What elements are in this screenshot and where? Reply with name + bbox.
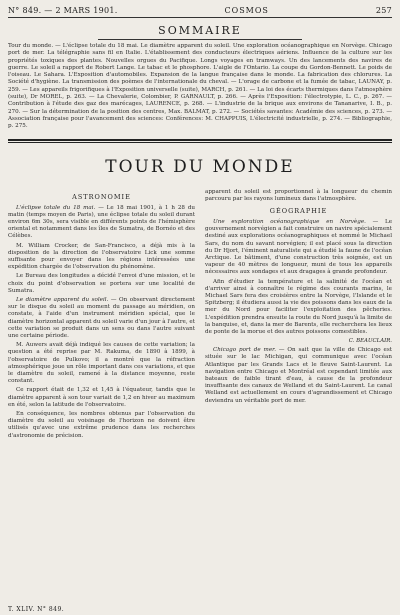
sommaire-heading: SOMMAIRE	[158, 24, 242, 37]
auwers-paragraph: M. Auwers avait déjà indiqué les causes de cette variation; la question a été reprise par M. Rakuma, de 1890 à 1899, à l'observatoire de Pulkovo; il a montré que la réfraction atmosphérique joue un rôle important dans ces variations, et que le diamètre du soleil, ramené à la distance moyenne, reste constant.	[8, 342, 195, 385]
eclipse-subhead: L'éclipse totale du 18 mai.	[16, 204, 96, 211]
continued-paragraph: apparent du soleil est proportionnel à la longueur du chemin parcouru par les rayons lumineux dans l'atmosphère.	[205, 188, 392, 202]
bureau-paragraph: Le Bureau des longitudes a décidé l'envoi d'une mission, et le choix du point d'observation se portera sur une localité de Sumatra.	[8, 273, 195, 294]
conclusion-paragraph: En conséquence, les nombres obtenus par l'observation du diamètre du soleil au voisinage de l'horizon ne doivent être utilisés qu'avec une extrême prudence dans les recherches d'astronomie de précision.	[8, 411, 195, 439]
diameter-text: — On observant directement sur le disque du soleil au moment du passage au méridien, on constate, à l'aide d'un instrument méridien spécial, que le diamètre horizontal apparent du soleil varie d'un jour à l'autre, et cette variation se produit dans un sens ou dans l'autre suivant une certaine période.	[8, 297, 196, 340]
eclipse-text: — Le 18 mai 1901, à 1 h 28 du matin (temps moyen de Paris), une éclipse totale du soleil durant environ 6m 30s, sera visible en différents points de l'hémisphère oriental et notamment dans les îles de Sumatra, de Bornéo et des Célèbes.	[8, 204, 196, 240]
sommaire-text: Tour du monde. — L'éclipse totale du 18 mai. Le diamètre apparent du soleil. Une exploration océanographique en Norvège. Chicago port de mer. La télégraphie sans fil en Italie. L'établissement des conducteurs électriques aériens. Influence de la culture sur les propriétés toxiques des plantes. Nouvelles orgues du Pacifique. Longs voyages en tramways. Un des lancements des navires de guerre. Le soleil a rapport de Robert Lange. Le tabac et le phosphore. L'aigle de l'Ontario. La coupe du Gordon-Bennett. Le poids de l'oiseau. Le Sahara. L'Exposition d'automobiles. Expansion de la langue française dans le monde. La fabrication des chlorures. La Société d'hygiène. La transmission des poèmes de l'internationale du cheval. — L'orage de carbone et la fumée de tabac, LAUNAY, p. 259. — Les appareils frigorifiques à l'Exposition universelle (suite), MARCH, p. 261. — La loi des écarts thermiques dans l'atmosphère (suite), Dr MOREL, p. 263. — La Chevalerie, Colombier, P. GARNAULT, p. 266. — Après l'Exposition: l'électrotypie, L. C., p. 267. — Contribution à l'étude des gaz des marécages, LAURENCE, p. 268. — L'industrie de la brique aux environs de Tananarive, I. B., p. 270. — Sur la détermination de la position des centres, Max. BALMAT, p. 272. — Sociétés savantes: Académie des sciences, p. 273. — Association française pour l'avancement des sciences: Conférences: M. CHAPPUIS, L'électricité industrielle, p. 274. — Bibliographie, p. 275.	[8, 43, 392, 130]
astronomy-heading: ASTRONOMIE	[72, 192, 131, 201]
sommaire-rule	[98, 39, 302, 40]
article-columns	[8, 189, 392, 442]
ocean-study-paragraph: Afin d'étudier la température et la salinité de l'océan et d'arriver ainsi à connaître le régime des courants marins, le Michael Sars fera des croisières entre la Norvège, l'Islande et le Spitzberg; il étudiera aussi la vie des poissons dans les eaux de la mer du Nord pour faciliter l'exploitation des pêcheries. L'expédition prendra ensuite la route du Nord jusqu'à la limite de la banquise, et, dans la mer de Barents, elle recherchera les lieux de ponte de la morue et des autres poissons comestibles.	[205, 278, 392, 336]
norway-text: — Le gouvernement norvégien a fait construire un navire spécialement destiné aux explorations océanographiques et nommé le Michael Sars, du nom du savant norvégien; il est placé sous la direction du Dr Hjort, l'éminent naturaliste qui a étudié la faune de l'océan Arctique. Le bâtiment, d'une construction très soignée, est un vapeur de 40 mètres de longueur, muni de tous les appareils nécessaires aux sondages et aux dragages à grande profondeur.	[205, 218, 393, 276]
geography-heading: GÉOGRAPHIE	[269, 206, 328, 215]
norway-paragraph	[205, 219, 392, 277]
running-header	[8, 6, 392, 18]
crocker-paragraph: M. William Crocker, de San-Francisco, a déjà mis à la disposition de la direction de l'observatoire Lick une somme suffisante pour envoyer dans les régions intéressées une expédition chargée de l'observation du phénomène.	[8, 242, 195, 271]
page-number: 257	[375, 6, 392, 15]
chicago-text: — On sait que la ville de Chicago est située sur le lac Michigan, qui communique avec l'océan Atlantique par les Grands Lacs et le fleuve Saint-Laurent. La navigation entre Chicago et Montréal est cependant limitée aux bateaux de faible tirant d'eau, à cause de la profondeur insuffisante des canaux de Welland et du Saint-Laurent. Le canal Welland est actuellement en cours d'agrandissement et Chicago deviendra un véritable port de mer.	[205, 347, 392, 404]
journal-title: COSMOS	[224, 6, 269, 15]
left-column	[8, 189, 195, 442]
section-title: TOUR DU MONDE	[105, 156, 295, 177]
right-column	[205, 189, 392, 442]
chicago-subhead: Chicago port de mer.	[213, 347, 276, 354]
diameter-paragraph	[8, 297, 195, 340]
section-rule-top	[8, 139, 392, 141]
volume-footer: T. XLIV. N° 849.	[8, 606, 65, 613]
author-signature: C. BEAUCLAIR.	[348, 338, 392, 345]
norway-subhead: Une exploration océanographique en Norvège.	[213, 218, 366, 225]
section-rule-top-thin	[8, 142, 392, 143]
ratio-paragraph: Ce rapport était de 1,32 et 1,45 à l'équateur, tandis que le diamètre apparent à son tour variait de 1,2 en hiver au maximum en été, selon la latitude de l'observatoire.	[8, 387, 195, 408]
issue-number: N° 849. — 2 MARS 1901.	[8, 6, 118, 15]
chicago-paragraph	[205, 347, 392, 405]
eclipse-paragraph	[8, 205, 195, 241]
diameter-subhead: Le diamètre apparent du soleil.	[16, 297, 109, 303]
